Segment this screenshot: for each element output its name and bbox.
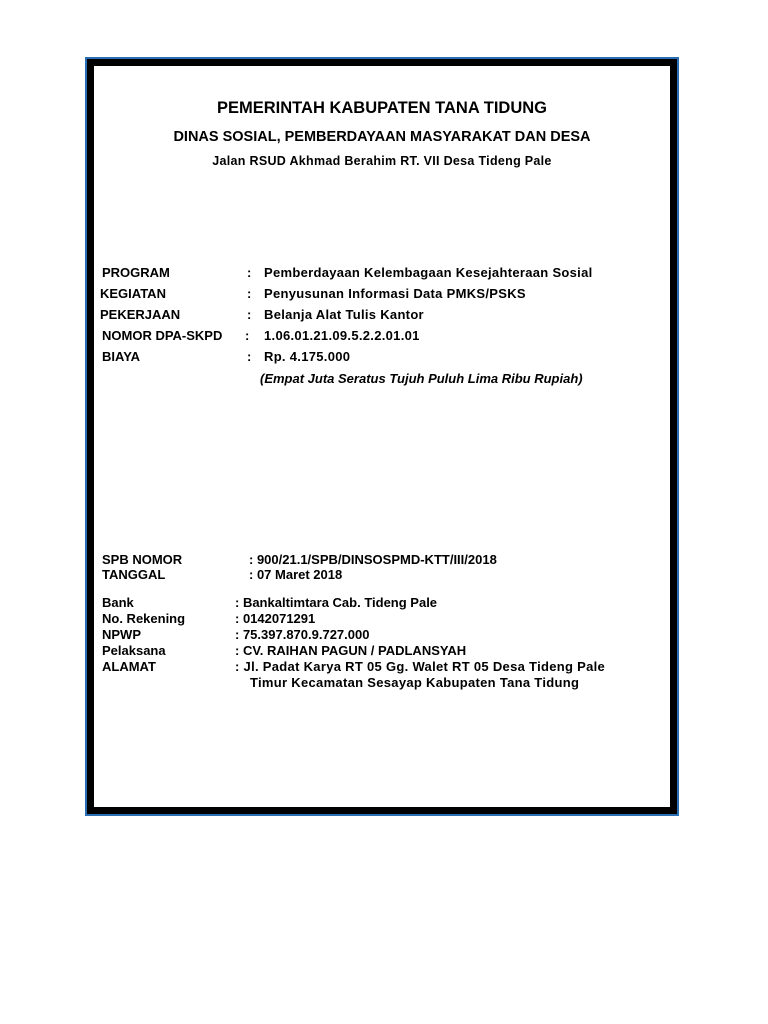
bank-label: Bank xyxy=(102,595,134,610)
alamat-label: ALAMAT xyxy=(102,659,156,674)
rekening-value: : 0142071291 xyxy=(235,611,316,626)
pekerjaan-label: PEKERJAAN xyxy=(100,307,181,322)
biaya-value: Rp. 4.175.000 xyxy=(264,349,351,364)
document-border xyxy=(85,57,679,816)
tanggal-value: : 07 Maret 2018 xyxy=(249,567,343,582)
dpa-colon: : xyxy=(245,328,250,343)
header-government: PEMERINTAH KABUPATEN TANA TIDUNG xyxy=(217,99,547,117)
pelaksana-label: Pelaksana xyxy=(102,643,166,658)
bank-value: : Bankaltimtara Cab. Tideng Pale xyxy=(235,595,438,610)
tanggal-label: TANGGAL xyxy=(102,567,166,582)
biaya-colon: : xyxy=(247,349,252,364)
header-department: DINAS SOSIAL, PEMBERDAYAAN MASYARAKAT DAN DESA xyxy=(173,129,591,145)
program-label: PROGRAM xyxy=(102,265,170,280)
alamat-value-line1: : Jl. Padat Karya RT 05 Gg. Walet RT 05 Desa Tideng Pale xyxy=(235,659,606,674)
kegiatan-label: KEGIATAN xyxy=(100,286,166,301)
dpa-value: 1.06.01.21.09.5.2.2.01.01 xyxy=(264,328,420,343)
npwp-label: NPWP xyxy=(102,627,141,642)
header-address: Jalan RSUD Akhmad Berahim RT. VII Desa Tideng Pale xyxy=(212,154,552,168)
pekerjaan-value: Belanja Alat Tulis Kantor xyxy=(264,307,424,322)
spb-value: : 900/21.1/SPB/DINSOSPMD-KTT/III/2018 xyxy=(249,552,497,567)
spb-label: SPB NOMOR xyxy=(102,552,183,567)
biaya-label: BIAYA xyxy=(102,349,141,364)
alamat-value-line2: Timur Kecamatan Sesayap Kabupaten Tana Tidung xyxy=(250,675,580,690)
pekerjaan-colon: : xyxy=(247,307,252,322)
dpa-label: NOMOR DPA-SKPD xyxy=(102,328,223,343)
biaya-terbilang: (Empat Juta Seratus Tujuh Puluh Lima Ribu Rupiah) xyxy=(260,371,583,386)
document-page xyxy=(94,66,670,807)
program-colon: : xyxy=(247,265,252,280)
kegiatan-colon: : xyxy=(247,286,252,301)
program-value: Pemberdayaan Kelembagaan Kesejahteraan Sosial xyxy=(264,265,593,280)
pelaksana-value: : CV. RAIHAN PAGUN / PADLANSYAH xyxy=(235,643,467,658)
rekening-label: No. Rekening xyxy=(102,611,186,626)
npwp-value: : 75.397.870.9.727.000 xyxy=(235,627,370,642)
kegiatan-value: Penyusunan Informasi Data PMKS/PSKS xyxy=(264,286,526,301)
